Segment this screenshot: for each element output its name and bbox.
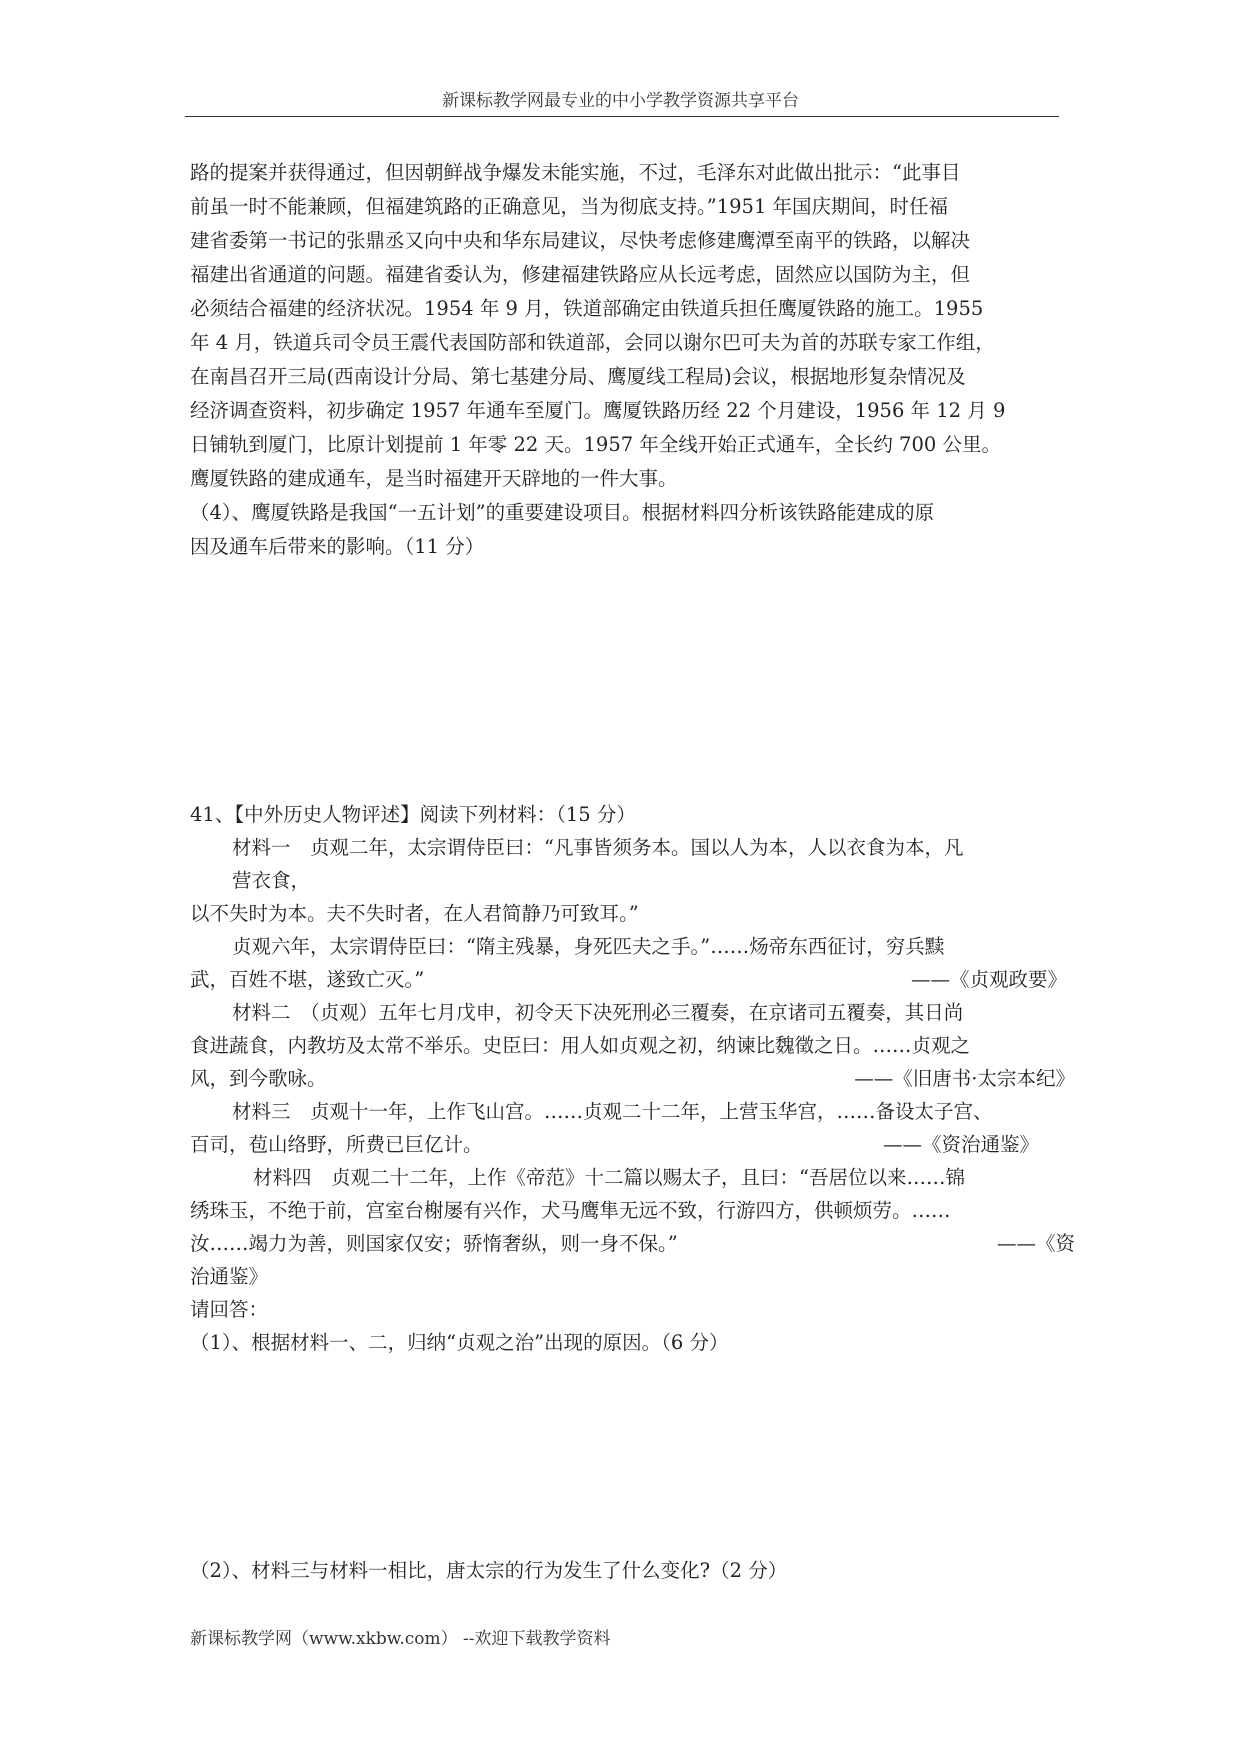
material-3-text: 百司，苞山络野，所费已巨亿计。 [190,1133,483,1156]
question-41-2-block [190,1554,1075,1587]
material-1-text: 武，百姓不堪，遂致亡灭。” [190,968,425,991]
material-3-source: ——《资治通鉴》 [882,1133,1039,1156]
paragraph-line: 福建出省通道的问题。福建省委认为，修建福建铁路应从长远考虑，固然应以国防为主，但 [190,263,971,286]
material-1-line: 以不失时为本。夫不失时者，在人君简静乃可致耳。” [190,902,639,925]
material-4-line [190,1227,1075,1260]
material-4-line: 绣珠玉，不绝于前，宫室台榭屡有兴作，犬马鹰隼无远不致，行游四方，供顿烦劳。…… [190,1199,951,1222]
question-41-title: 41、【中外历史人物评述】阅读下列材料：（15 分） [190,803,636,826]
question-41-1: （1）、根据材料一、二，归纳“贞观之治”出现的原因。（6 分） [190,1331,729,1354]
question-4-line: 因及通车后带来的影响。（11 分） [190,535,485,558]
material-2-text: 风，到今歌咏。 [190,1067,327,1090]
material-1-line: 材料一 贞观二年，太宗谓侍臣曰：“凡事皆须务本。国以人为本，人以衣食为本，凡 [232,836,964,859]
material-4-line: 材料四 贞观二十二年，上作《帝范》十二篇以赐太子，且曰：“吾居位以来……锦 [253,1166,965,1189]
paragraph-line: 鹰厦铁路的建成通车，是当时福建开天辟地的一件大事。 [190,467,678,490]
material-1-line: 贞观六年，太宗谓侍臣曰：“隋主残暴，身死匹夫之手。”……炀帝东西征讨，穷兵黩 [232,935,945,958]
material-3-line: 材料三 贞观十一年，上作飞山宫。……贞观二十二年，上营玉华宫，……备设太子宫、 [232,1100,993,1123]
paragraph-line: 路的提案并获得通过，但因朝鲜战争爆发未能实施，不过，毛泽东对此做出批示：“此事目 [190,161,961,184]
paragraph-line: 经济调查资料，初步确定 1957 年通车至厦门。鹰厦铁路历经 22 个月建设，1956 年 12 月 9 [190,399,1006,422]
material-continuation [190,156,1075,564]
material-3-line [190,1128,1075,1161]
paragraph-line: 必须结合福建的经济状况。1954 年 9 月，铁道部确定由铁道兵担任鹰厦铁路的施工。1955 [190,297,984,320]
question-41 [190,798,1075,1359]
material-1-line [190,963,1075,996]
paragraph-line: 在南昌召开三局(西南设计分局、第七基建分局、鹰厦线工程局)会议，根据地形复杂情况及 [190,365,966,388]
paragraph-line: 日铺轨到厦门，比原计划提前 1 年零 22 天。1957 年全线开始正式通车，全长约 700 公里。 [190,433,1001,456]
paragraph-line: 建省委第一书记的张鼎丞又向中央和华东局建议，尽快考虑修建鹰潭至南平的铁路，以解决 [190,229,971,252]
material-1-source: ——《贞观政要》 [910,968,1067,991]
paragraph-line: 年 4 月，铁道兵司令员王震代表国防部和铁道部，会同以谢尔巴可夫为首的苏联专家工作组， [190,331,995,354]
material-2-line: 食进蔬食，内教坊及太常不举乐。史臣曰：用人如贞观之初，纳谏比魏徵之日。……贞观之 [190,1034,971,1057]
material-4-source-cont: 治通鉴》 [190,1265,269,1288]
material-2-source: ——《旧唐书·太宗本纪》 [854,1067,1075,1090]
question-41-2: （2）、材料三与材料一相比，唐太宗的行为发生了什么变化?（2 分） [190,1559,788,1582]
page-header: 新课标教学网最专业的中小学教学资源共享平台 [442,91,799,111]
material-1-line: 营衣食， [232,869,311,892]
material-4-source: ——《资 [996,1232,1075,1255]
material-2-line [190,1062,1075,1095]
header-divider [185,116,1059,117]
question-4-line: （4）、鹰厦铁路是我国“一五计划”的重要建设项目。根据材料四分析该铁路能建成的原 [190,501,935,524]
paragraph-line: 前虽一时不能兼顾，但福建筑路的正确意见，当为彻底支持。”1951 年国庆期间，时任福 [190,195,949,218]
material-4-text: 汝……竭力为善，则国家仅安；骄惰奢纵，则一身不保。” [190,1232,678,1255]
ask-label: 请回答： [190,1298,269,1321]
material-2-line: 材料二 （贞观）五年七月戊申，初令天下决死刑必三覆奏，在京诸司五覆奏，其日尚 [232,1001,964,1024]
page-footer: 新课标教学网（www.xkbw.com） --欢迎下载教学资料 [190,1629,611,1649]
